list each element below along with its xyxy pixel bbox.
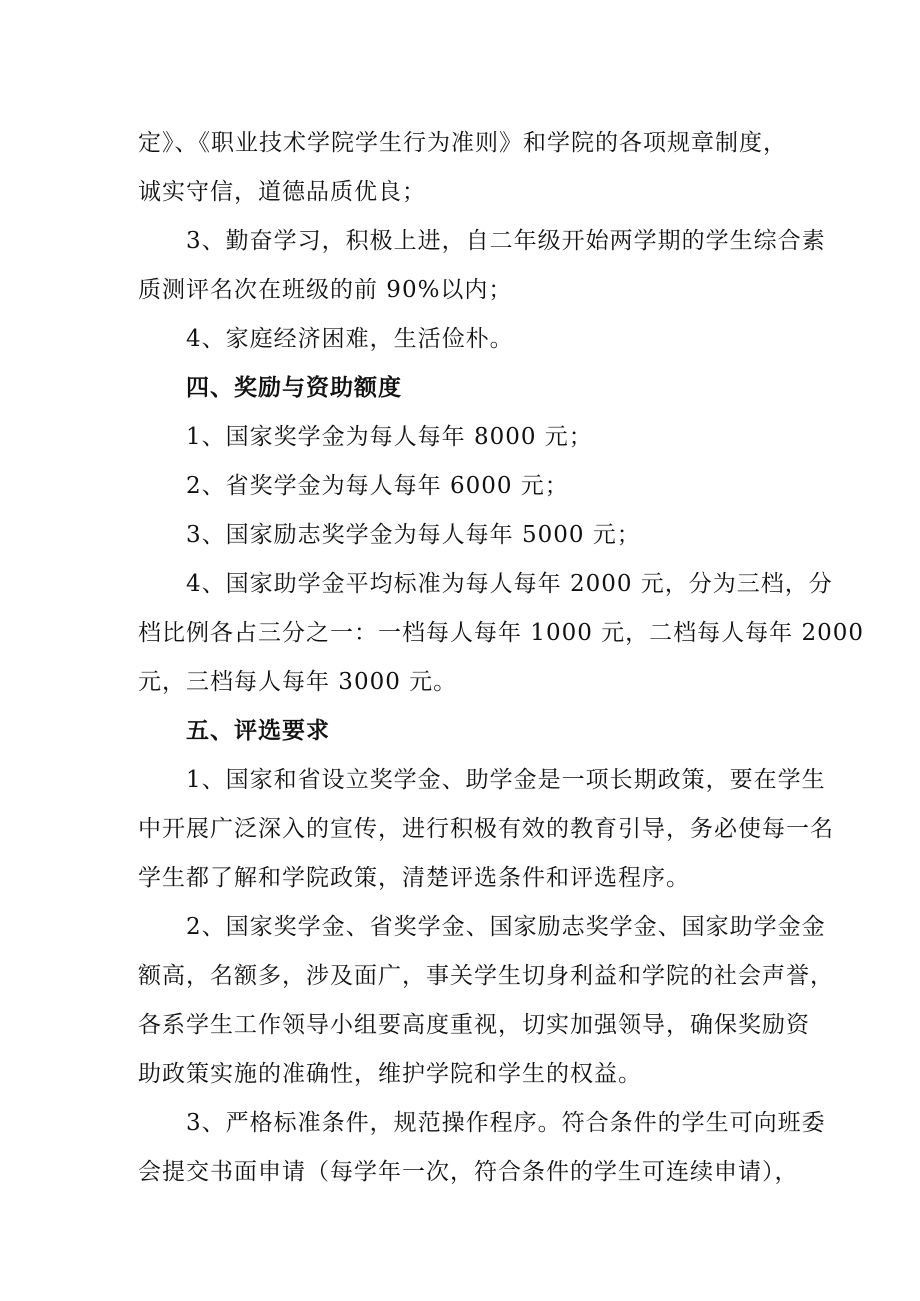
text-line: 诚实守信，道德品质优良； <box>138 179 426 205</box>
text-line: 2、国家奖学金、省奖学金、国家励志奖学金、国家助学金金 <box>186 914 826 940</box>
text-line: 1、国家奖学金为每人每年 8000 元； <box>186 424 593 450</box>
text-line: 会提交书面申请（每学年一次，符合条件的学生可连续申请）， <box>138 1159 799 1185</box>
text-line: 2、省奖学金为每人每年 6000 元； <box>186 473 569 499</box>
text-line: 元，三档每人每年 3000 元。 <box>138 669 458 695</box>
text-line: 额高，名额多，涉及面广，事关学生切身利益和学院的社会声誉， <box>138 963 834 989</box>
text-line: 学生都了解和学院政策，清楚评选条件和评选程序。 <box>138 865 690 891</box>
text-line: 4、国家助学金平均标准为每人每年 2000 元，分为三档，分 <box>186 571 833 597</box>
text-line: 档比例各占三分之一：一档每人每年 1000 元，二档每人每年 2000 <box>138 620 864 646</box>
text-line: 3、国家励志奖学金为每人每年 5000 元； <box>186 522 641 548</box>
text-line: 中开展广泛深入的宣传，进行积极有效的教育引导，务必使每一名 <box>138 816 834 842</box>
section-heading: 四、奖励与资助额度 <box>186 375 402 401</box>
text-line: 3、严格标准条件，规范操作程序。符合条件的学生可向班委 <box>186 1110 826 1136</box>
text-line: 各系学生工作领导小组要高度重视，切实加强领导，确保奖励资 <box>138 1012 810 1038</box>
text-line: 质测评名次在班级的前 90%以内； <box>138 277 513 303</box>
text-line: 1、国家和省设立奖学金、助学金是一项长期政策，要在学生 <box>186 767 826 793</box>
text-line: 3、勤奋学习，积极上进，自二年级开始两学期的学生综合素 <box>186 228 826 254</box>
text-line: 定》、《职业技术学院学生行为准则》和学院的各项规章制度， <box>138 130 787 156</box>
text-line: 助政策实施的准确性，维护学院和学生的权益。 <box>138 1061 642 1087</box>
text-line: 4、家庭经济困难，生活俭朴。 <box>186 326 514 352</box>
section-heading: 五、评选要求 <box>186 718 330 744</box>
